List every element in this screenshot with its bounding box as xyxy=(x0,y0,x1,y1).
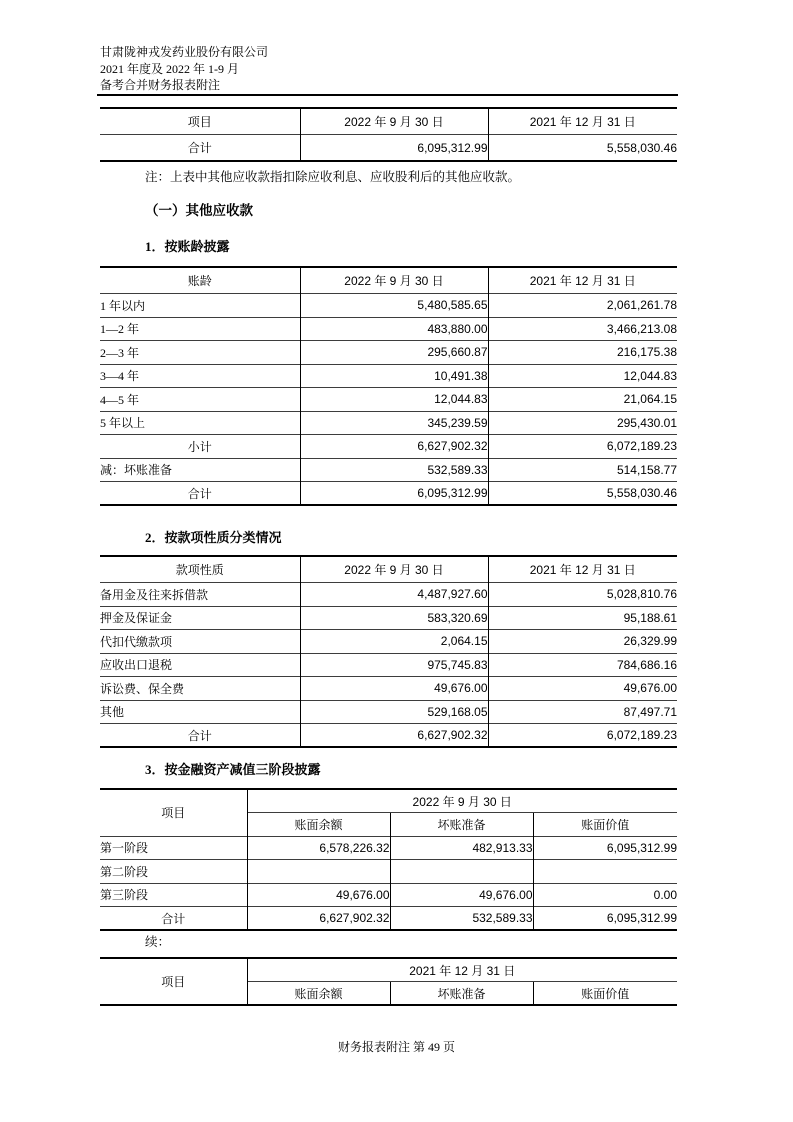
section-heading: （一）其他应收款 xyxy=(145,203,253,218)
value-cell: 345,239.59 xyxy=(300,411,488,435)
value-cell: 26,329.99 xyxy=(488,630,677,654)
table-header-row xyxy=(100,556,677,583)
nature-col-label: 款项性质 xyxy=(175,563,224,577)
value-cell: 5,558,030.46 xyxy=(488,135,677,162)
col-bad-debt-provision: 坏账准备 xyxy=(390,982,533,1006)
label-cell: 代扣代缴款项 xyxy=(100,630,300,654)
company-name: 甘肃陇神戎发药业股份有限公司 xyxy=(100,45,269,59)
value-cell: 3,466,213.08 xyxy=(488,317,677,341)
value-cell: 529,168.05 xyxy=(300,700,488,724)
table-row xyxy=(100,677,677,701)
value-cell: 975,745.83 xyxy=(300,653,488,677)
aging-table-title: 1．按账龄披露 xyxy=(145,239,230,254)
stage2022-span-header: 2022 年 9 月 30 日 xyxy=(247,789,677,813)
table-row xyxy=(100,482,677,506)
value-cell: 216,175.38 xyxy=(488,341,677,365)
label-cell: 第二阶段 xyxy=(100,860,247,884)
value-cell: 532,589.33 xyxy=(390,907,533,931)
table-row xyxy=(100,364,677,388)
report-period: 2021 年度及 2022 年 1-9 月 xyxy=(100,61,239,76)
col-bad-debt-provision: 坏账准备 xyxy=(390,813,533,837)
table-row xyxy=(100,294,677,318)
value-cell: 6,095,312.99 xyxy=(300,482,488,506)
value-cell: 10,491.38 xyxy=(300,364,488,388)
label-cell: 押金及保证金 xyxy=(100,606,300,630)
label-cell: 第一阶段 xyxy=(100,836,247,860)
table-row xyxy=(100,435,677,459)
label-cell: 诉讼费、保全费 xyxy=(100,677,300,701)
label-cell: 合计 xyxy=(100,135,300,162)
stage-2022-table xyxy=(100,788,677,931)
table-row xyxy=(100,606,677,630)
value-cell: 482,913.33 xyxy=(390,836,533,860)
value-cell: 12,044.83 xyxy=(488,364,677,388)
stage2021-corner-cell: 项目 xyxy=(161,975,186,989)
label-cell: 4—5 年 xyxy=(100,388,300,412)
stage2021-span-header: 2021 年 12 月 31 日 xyxy=(247,958,677,982)
label-cell: 减：坏账准备 xyxy=(100,458,300,482)
stage-table-title: 3．按金融资产减值三阶段披露 xyxy=(145,762,321,777)
value-cell: 0.00 xyxy=(533,883,677,907)
label-cell: 1—2 年 xyxy=(100,317,300,341)
value-cell: 6,072,189.23 xyxy=(488,435,677,459)
table-row xyxy=(100,458,677,482)
value-cell: 6,095,312.99 xyxy=(300,135,488,162)
table-row xyxy=(100,724,677,748)
table-row xyxy=(100,388,677,412)
value-cell: 2,064.15 xyxy=(300,630,488,654)
table-row xyxy=(100,341,677,365)
label-cell: 备用金及往来拆借款 xyxy=(100,583,300,607)
value-cell: 12,044.83 xyxy=(300,388,488,412)
value-cell: 6,627,902.32 xyxy=(300,724,488,748)
table-header-row xyxy=(100,108,677,135)
label-cell: 其他 xyxy=(100,700,300,724)
header-divider xyxy=(97,94,678,96)
total-label-cell: 合计 xyxy=(100,482,300,506)
label-cell: 第三阶段 xyxy=(100,883,247,907)
value-cell: 295,660.87 xyxy=(300,341,488,365)
page-header-block xyxy=(100,44,268,94)
nature-col-2022: 2022 年 9 月 30 日 xyxy=(300,556,488,583)
value-cell: 6,095,312.99 xyxy=(533,907,677,931)
table-header-row xyxy=(100,789,677,813)
value-cell: 95,188.61 xyxy=(488,606,677,630)
value-cell: 295,430.01 xyxy=(488,411,677,435)
doc-title: 备考合并财务报表附注 xyxy=(100,78,221,92)
table-row xyxy=(100,907,677,931)
value-cell: 87,497.71 xyxy=(488,700,677,724)
aging-col-2021: 2021 年 12 月 31 日 xyxy=(488,267,677,294)
value-cell: 5,480,585.65 xyxy=(300,294,488,318)
value-cell: 6,095,312.99 xyxy=(533,836,677,860)
aging-col-2022: 2022 年 9 月 30 日 xyxy=(300,267,488,294)
table-row xyxy=(100,883,677,907)
value-cell: 49,676.00 xyxy=(247,883,390,907)
value-cell: 784,686.16 xyxy=(488,653,677,677)
value-cell: 514,158.77 xyxy=(488,458,677,482)
nature-col-2021: 2021 年 12 月 31 日 xyxy=(488,556,677,583)
continued-label: 续： xyxy=(145,935,171,949)
label-cell: 5 年以上 xyxy=(100,411,300,435)
value-cell xyxy=(247,860,390,884)
label-cell: 应收出口退税 xyxy=(100,653,300,677)
value-cell: 2,061,261.78 xyxy=(488,294,677,318)
table-row xyxy=(100,411,677,435)
aging-table xyxy=(100,266,677,506)
value-cell: 6,578,226.32 xyxy=(247,836,390,860)
value-cell: 5,028,810.76 xyxy=(488,583,677,607)
subtotal-label-cell: 小计 xyxy=(100,435,300,459)
nature-table xyxy=(100,555,677,748)
value-cell: 6,627,902.32 xyxy=(300,435,488,459)
table-row xyxy=(100,583,677,607)
value-cell: 4,487,927.60 xyxy=(300,583,488,607)
total-label-cell: 合计 xyxy=(100,724,300,748)
label-cell: 2—3 年 xyxy=(100,341,300,365)
value-cell: 49,676.00 xyxy=(390,883,533,907)
aging-col-label: 账龄 xyxy=(187,274,212,288)
table-row xyxy=(100,653,677,677)
page-footer: 财务报表附注 第 49 页 xyxy=(337,1040,455,1054)
stage2022-corner-cell: 项目 xyxy=(161,806,186,821)
summary-table xyxy=(100,107,677,162)
stage-2021-table xyxy=(100,957,677,1006)
table-row xyxy=(100,630,677,654)
table-row xyxy=(100,135,677,162)
table-row xyxy=(100,860,677,884)
note-text: 注：上表中其他应收款指扣除应收利息、应收股利后的其他应收款。 xyxy=(145,170,521,184)
table-row xyxy=(100,836,677,860)
summary-col-2022: 2022 年 9 月 30 日 xyxy=(300,108,488,135)
summary-col-item: 项目 xyxy=(187,115,212,129)
col-book-balance: 账面余额 xyxy=(247,813,390,837)
col-book-value: 账面价值 xyxy=(533,982,677,1006)
value-cell: 49,676.00 xyxy=(488,677,677,701)
col-book-value: 账面价值 xyxy=(533,813,677,837)
value-cell: 21,064.15 xyxy=(488,388,677,412)
total-label-cell: 合计 xyxy=(100,907,247,931)
label-cell: 3—4 年 xyxy=(100,364,300,388)
nature-table-title: 2．按款项性质分类情况 xyxy=(145,530,282,545)
col-book-balance: 账面余额 xyxy=(247,982,390,1006)
summary-col-2021: 2021 年 12 月 31 日 xyxy=(488,108,677,135)
value-cell: 6,627,902.32 xyxy=(247,907,390,931)
table-row xyxy=(100,317,677,341)
value-cell xyxy=(533,860,677,884)
value-cell: 583,320.69 xyxy=(300,606,488,630)
label-cell: 1 年以内 xyxy=(100,294,300,318)
table-header-row xyxy=(100,958,677,982)
table-row xyxy=(100,700,677,724)
value-cell: 6,072,189.23 xyxy=(488,724,677,748)
table-header-row xyxy=(100,267,677,294)
value-cell xyxy=(390,860,533,884)
value-cell: 5,558,030.46 xyxy=(488,482,677,506)
value-cell: 483,880.00 xyxy=(300,317,488,341)
value-cell: 532,589.33 xyxy=(300,458,488,482)
value-cell: 49,676.00 xyxy=(300,677,488,701)
